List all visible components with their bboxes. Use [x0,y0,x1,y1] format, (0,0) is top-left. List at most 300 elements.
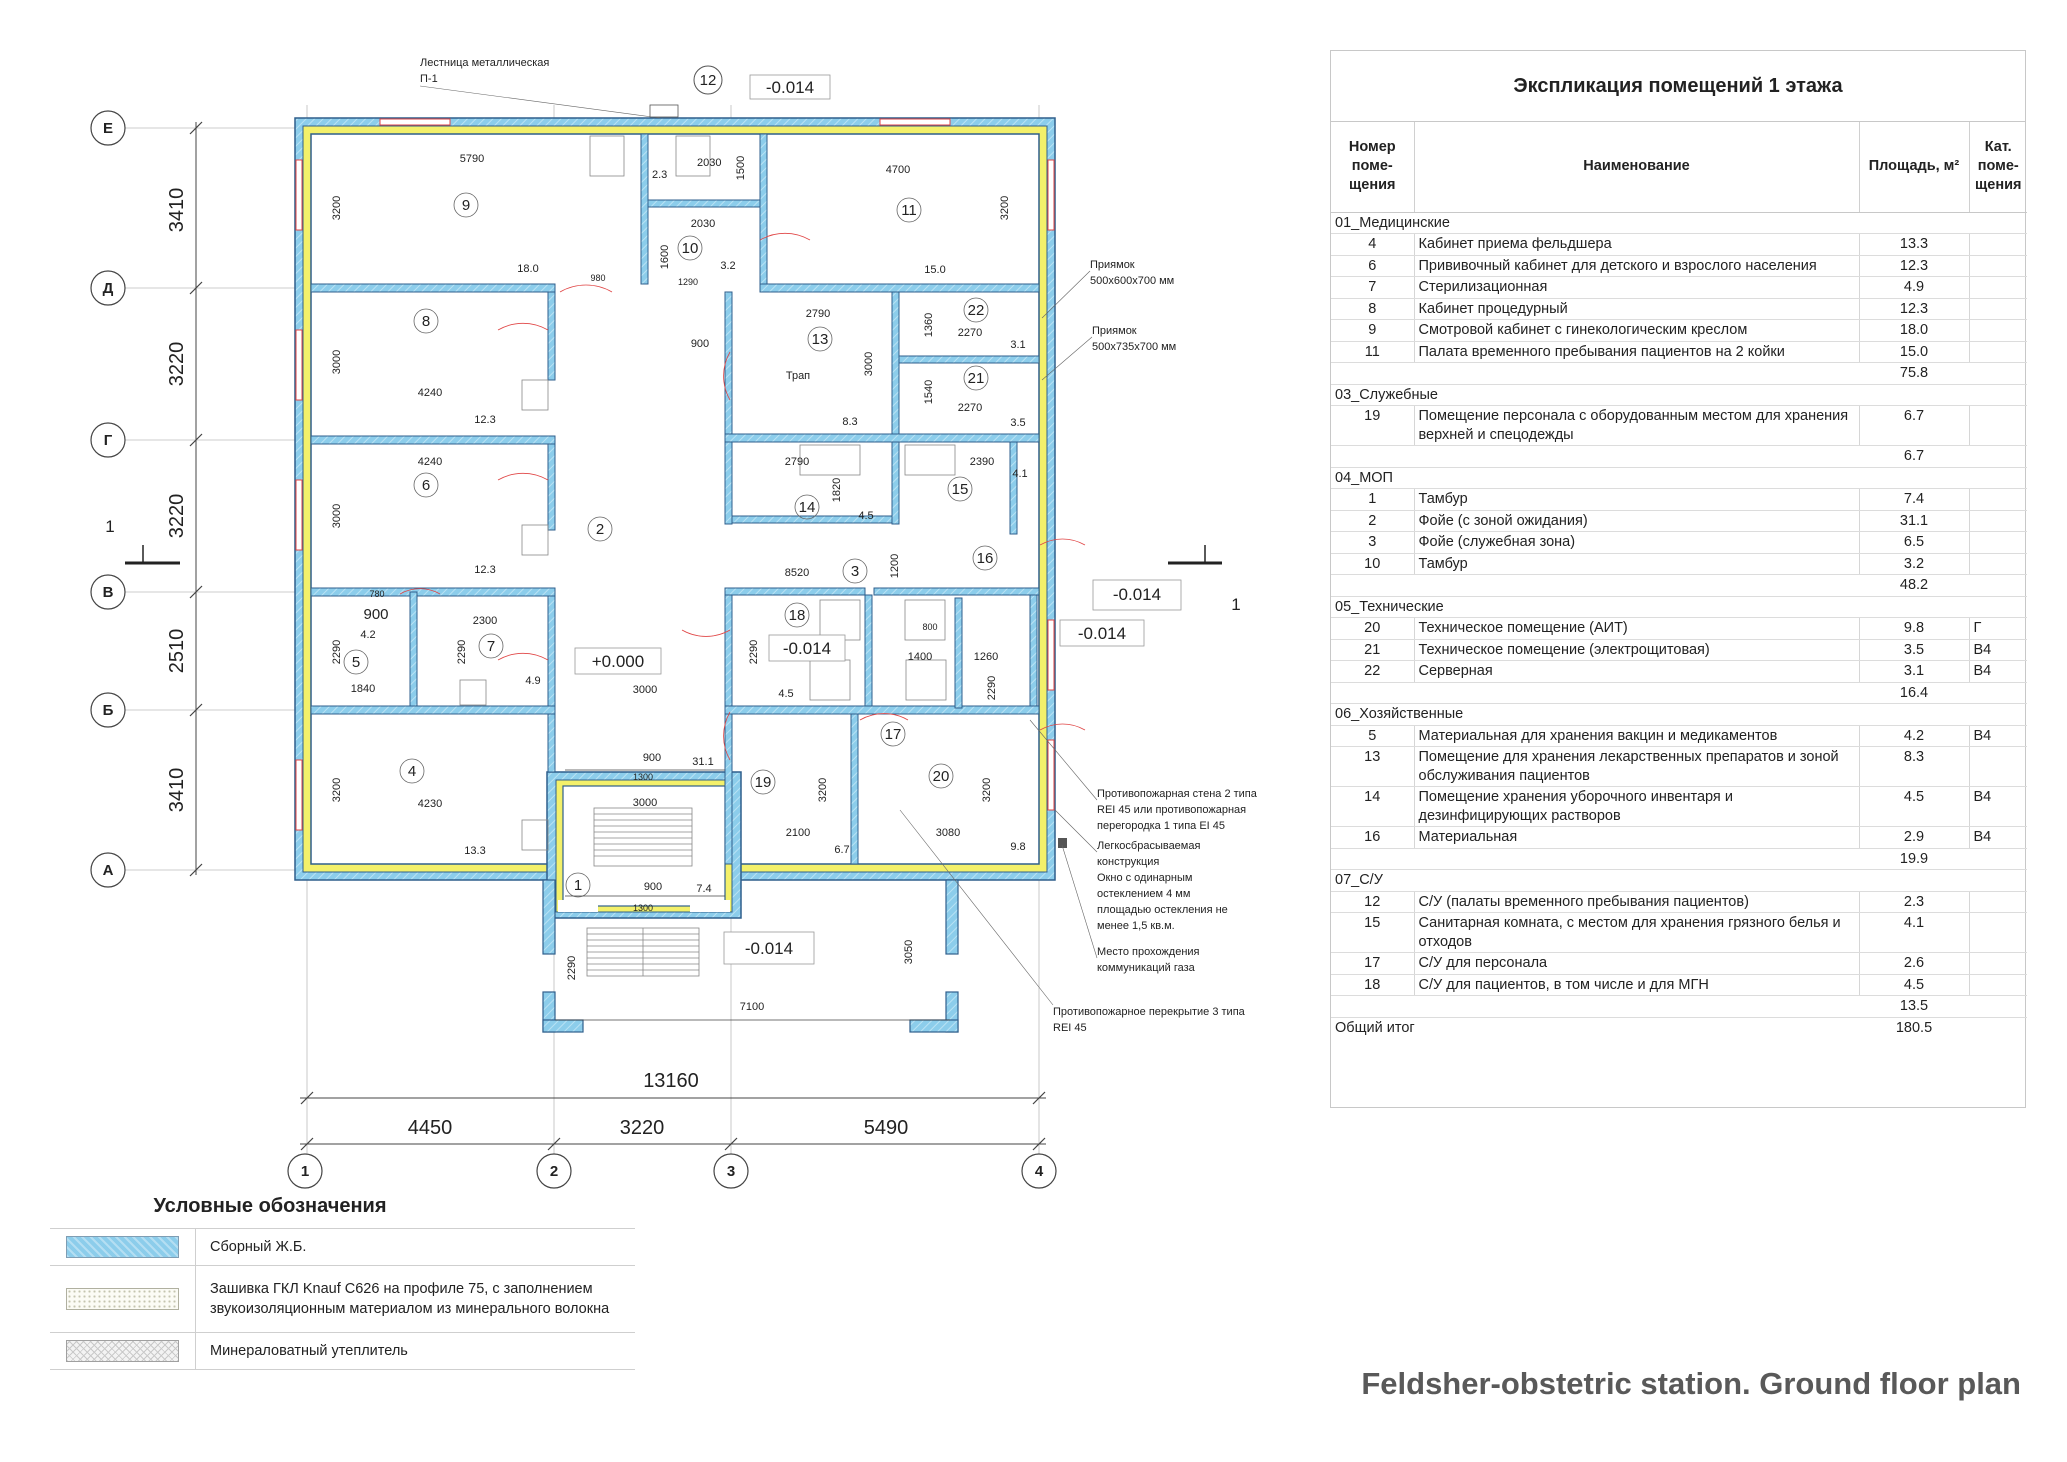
room-number-cell: 9 [1331,320,1414,342]
svg-text:П-1: П-1 [420,73,438,85]
svg-text:1500: 1500 [735,155,747,181]
room-area-cell: 7.4 [1859,489,1969,511]
room-area-cell: 3.2 [1859,553,1969,575]
svg-text:5: 5 [351,654,361,671]
table-row [1331,618,2027,640]
svg-text:4450: 4450 [407,1117,453,1139]
total-spacer [1969,1017,2027,1038]
svg-text:20: 20 [932,768,950,785]
svg-text:31.1: 31.1 [692,756,714,768]
svg-text:Г: Г [103,432,113,449]
svg-text:перегородка 1 типа EI 45: перегородка 1 типа EI 45 [1097,820,1226,832]
room-category-cell [1969,255,2027,277]
subtotal-spacer [1414,363,1859,385]
room-number-cell: 13 [1331,747,1414,787]
room-name-cell: С/У для пациентов, в том числе и для МГН [1414,974,1859,996]
table-row [1331,406,2027,446]
group-name: 07_С/У [1331,870,2027,892]
svg-text:800: 800 [922,622,938,632]
room-category-cell [1969,913,2027,953]
table-row [1331,827,2027,849]
svg-text:4.5: 4.5 [858,510,874,522]
svg-text:-0.014: -0.014 [1077,624,1127,643]
group-row [1331,596,2027,618]
svg-text:3200: 3200 [331,777,343,803]
svg-text:1: 1 [105,517,115,536]
subtotal-value: 13.5 [1859,996,1969,1018]
room-area-cell: 2.6 [1859,953,1969,975]
room-area-cell: 6.7 [1859,406,1969,446]
room-area-cell: 12.3 [1859,255,1969,277]
room-name-cell: Материальная [1414,827,1859,849]
room-number-cell: 7 [1331,277,1414,299]
room-name-cell: Помещение хранения уборочного инвентаря и дезинфицирующих растворов [1414,787,1859,827]
svg-text:19: 19 [754,774,772,791]
svg-text:4.1: 4.1 [1012,468,1028,480]
legend-item [50,1333,635,1370]
column-dimensions [300,1070,1046,1150]
room-category-cell: Г [1969,618,2027,640]
room-category-cell [1969,553,2027,575]
room-category-cell: В4 [1969,787,2027,827]
room-name-cell: Фойе (служебная зона) [1414,532,1859,554]
row-dimensions [166,122,202,876]
room-number-cell: 20 [1331,618,1414,640]
svg-text:2290: 2290 [748,639,760,665]
svg-text:Место прохождения: Место прохождения [1097,946,1200,958]
explication-table [1330,50,2026,1108]
room-number-cell: 1 [1331,489,1414,511]
room-area-cell: 8.3 [1859,747,1969,787]
svg-text:4700: 4700 [885,164,911,176]
svg-text:15.0: 15.0 [924,264,946,276]
subtotal-spacer [1969,446,2027,468]
svg-text:Д: Д [102,280,114,297]
svg-text:12.3: 12.3 [474,414,496,426]
svg-text:2300: 2300 [472,615,498,627]
room-category-cell [1969,406,2027,446]
svg-text:2390: 2390 [969,456,995,468]
header-area: Площадь, м² [1859,122,1969,212]
svg-text:4230: 4230 [417,798,443,810]
room-category-cell: В4 [1969,661,2027,683]
svg-text:В: В [102,584,114,601]
svg-text:-0.014: -0.014 [782,639,832,658]
svg-text:3200: 3200 [817,777,829,803]
svg-text:9.8: 9.8 [1010,841,1026,853]
svg-text:площадью остекления не: площадью остекления не [1097,904,1228,916]
table-row [1331,277,2027,299]
room-name-cell: С/У для персонала [1414,953,1859,975]
group-name: 04_МОП [1331,467,2027,489]
room-area-cell: 4.9 [1859,277,1969,299]
room-category-cell [1969,489,2027,511]
svg-text:6.7: 6.7 [834,844,850,856]
subtotal-spacer [1414,848,1859,870]
svg-text:2.3: 2.3 [652,169,668,181]
legend-item-label: Зашивка ГКЛ Knauf C626 на профиле 75, с заполнением звукоизоляционным материалом из минерального волокна [210,1281,610,1317]
axis-row-V [91,575,125,609]
subtotal-spacer [1414,446,1859,468]
axis-row-E [91,111,125,145]
svg-text:1: 1 [573,877,583,894]
room-area-cell: 3.1 [1859,661,1969,683]
room-category-cell [1969,277,2027,299]
svg-text:3200: 3200 [331,195,343,221]
room-name-cell: Тамбур [1414,553,1859,575]
room-number-cell: 18 [1331,974,1414,996]
svg-text:3220: 3220 [166,493,188,539]
svg-text:1: 1 [1231,595,1241,614]
table-row [1331,913,2027,953]
axis-col-2 [537,1154,571,1188]
room-number-cell: 15 [1331,913,1414,953]
room-name-cell: Кабинет приема фельдшера [1414,234,1859,256]
group-row [1331,384,2027,406]
room-number-cell: 21 [1331,639,1414,661]
svg-text:3200: 3200 [981,777,993,803]
svg-text:10: 10 [681,240,699,257]
room-number-cell: 16 [1331,827,1414,849]
legend-item [50,1229,635,1266]
svg-text:2290: 2290 [986,675,998,701]
legend [50,1195,635,1370]
room-name-cell: Техническое помещение (электрощитовая) [1414,639,1859,661]
room-name-cell: Прививочный кабинет для детского и взрослого населения [1414,255,1859,277]
table-row [1331,234,2027,256]
room-number-cell: 2 [1331,510,1414,532]
axis-row-D [91,271,125,305]
svg-text:Лестница металлическая: Лестница металлическая [420,57,550,69]
room-number-cell: 14 [1331,787,1414,827]
axis-col-3 [714,1154,748,1188]
svg-text:3000: 3000 [331,349,343,375]
svg-text:2030: 2030 [697,157,722,169]
room-area-cell: 4.2 [1859,725,1969,747]
room-category-cell: В4 [1969,725,2027,747]
room-area-cell: 2.3 [1859,891,1969,913]
svg-text:7.4: 7.4 [696,883,712,895]
table-row [1331,661,2027,683]
svg-text:3050: 3050 [903,939,915,965]
room-name-cell: С/У (палаты временного пребывания пациентов) [1414,891,1859,913]
subtotal-value: 16.4 [1859,682,1969,704]
subtotal-spacer [1969,848,2027,870]
svg-text:3.2: 3.2 [720,260,736,272]
svg-text:Трап: Трап [785,370,811,382]
room-area-cell: 4.1 [1859,913,1969,953]
subtotal-row [1331,682,2027,704]
svg-text:3.1: 3.1 [1010,339,1026,351]
svg-text:А: А [102,862,114,879]
room-area-cell: 3.5 [1859,639,1969,661]
row-axes [91,111,125,887]
svg-text:3220: 3220 [166,341,188,387]
subtotal-value: 19.9 [1859,848,1969,870]
svg-text:18.0: 18.0 [517,263,539,275]
svg-text:1840: 1840 [350,683,376,695]
room-name-cell: Тамбур [1414,489,1859,511]
svg-text:Б: Б [102,702,114,719]
svg-text:1600: 1600 [659,244,671,270]
header-num: Номер поме-щения [1331,122,1414,212]
axis-row-B [91,693,125,727]
svg-text:3220: 3220 [619,1117,665,1139]
svg-text:2: 2 [549,1163,559,1180]
room-category-cell [1969,298,2027,320]
total-label: Общий итог [1335,1019,1415,1036]
subtotal-value: 48.2 [1859,575,1969,597]
room-name-cell: Фойе (с зоной ожидания) [1414,510,1859,532]
room-name-cell: Кабинет процедурный [1414,298,1859,320]
subtotal-row [1331,575,2027,597]
svg-text:3000: 3000 [331,503,343,529]
svg-text:конструкция: конструкция [1097,856,1160,868]
table-row [1331,320,2027,342]
room-name-cell: Палата временного пребывания пациентов на 2 койки [1414,341,1859,363]
svg-text:3.5: 3.5 [1010,417,1026,429]
room-category-cell [1969,747,2027,787]
room-category-cell [1969,532,2027,554]
subtotal-spacer [1969,363,2027,385]
room-number-cell: 19 [1331,406,1414,446]
svg-text:900: 900 [363,606,389,623]
legend-title: Условные обозначения [153,1195,387,1217]
room-name-cell: Смотровой кабинет с гинекологическим креслом [1414,320,1859,342]
svg-text:Е: Е [102,120,114,137]
room-area-cell: 2.9 [1859,827,1969,849]
room-area-cell: 4.5 [1859,974,1969,996]
room-number-cell: 17 [1331,953,1414,975]
room-area-cell: 15.0 [1859,341,1969,363]
table-row [1331,725,2027,747]
svg-text:2790: 2790 [805,308,831,320]
room-category-cell: В4 [1969,827,2027,849]
room-area-cell: 13.3 [1859,234,1969,256]
subtotal-spacer [1331,575,1414,597]
svg-text:4.2: 4.2 [360,629,376,641]
subtotal-row [1331,996,2027,1018]
explication-body [1331,212,2027,1038]
room-area-cell: 31.1 [1859,510,1969,532]
svg-text:2030: 2030 [690,218,716,230]
room-name-cell: Стерилизационная [1414,277,1859,299]
svg-text:Окно с одинарным: Окно с одинарным [1097,872,1193,884]
subtotal-row [1331,848,2027,870]
svg-text:-0.014: -0.014 [744,939,794,958]
svg-text:12: 12 [699,72,717,89]
table-row [1331,891,2027,913]
room-area-cell: 4.5 [1859,787,1969,827]
room-number-cell: 8 [1331,298,1414,320]
subtotal-spacer [1969,682,2027,704]
room-number-cell: 22 [1331,661,1414,683]
svg-text:500х735х700 мм: 500х735х700 мм [1092,341,1177,353]
svg-text:13: 13 [811,331,829,348]
group-row [1331,212,2027,234]
axis-row-G [91,423,125,457]
svg-text:21: 21 [967,370,985,387]
table-row [1331,553,2027,575]
svg-text:6: 6 [421,477,431,494]
mineral-wool-swatch [66,1340,179,1362]
subtotal-spacer [1331,363,1414,385]
svg-text:5490: 5490 [863,1117,909,1139]
svg-text:11: 11 [901,202,917,219]
svg-text:9: 9 [461,197,471,214]
column-axes [288,1154,1056,1188]
room-name-cell: Материальная для хранения вакцин и медикаментов [1414,725,1859,747]
svg-text:15: 15 [951,481,969,498]
svg-text:7100: 7100 [739,1001,765,1013]
svg-text:8520: 8520 [784,567,810,579]
svg-text:1260: 1260 [973,651,999,663]
table-row [1331,532,2027,554]
svg-text:Приямок: Приямок [1092,325,1137,337]
svg-text:коммуникаций газа: коммуникаций газа [1097,962,1195,974]
room-category-cell [1969,234,2027,256]
room-name-cell: Санитарная комната, с местом для хранения грязного белья и отходов [1414,913,1859,953]
svg-text:2290: 2290 [566,955,578,981]
subtotal-spacer [1969,575,2027,597]
svg-text:3000: 3000 [632,797,658,809]
svg-text:Противопожарная стена 2 типа: Противопожарная стена 2 типа [1097,788,1257,800]
subtotal-spacer [1414,575,1859,597]
table-row [1331,953,2027,975]
svg-text:3000: 3000 [632,684,658,696]
table-row [1331,974,2027,996]
group-row [1331,870,2027,892]
svg-text:8: 8 [421,313,431,330]
svg-text:2270: 2270 [957,327,983,339]
svg-text:2290: 2290 [456,639,468,665]
room-category-cell [1969,974,2027,996]
svg-text:Приямок: Приямок [1090,259,1135,271]
room-category-cell [1969,341,2027,363]
reinforced-concrete-swatch [66,1236,179,1258]
axis-col-1 [288,1154,322,1188]
explication-title: Экспликация помещений 1 этажа [1331,51,2025,122]
subtotal-spacer [1414,996,1859,1018]
explication-grid [1331,122,2027,1038]
room-area-cell: 18.0 [1859,320,1969,342]
legend-item-label: Минераловатный утеплитель [210,1343,408,1359]
svg-text:8.3: 8.3 [842,416,858,428]
table-row [1331,787,2027,827]
svg-text:3080: 3080 [935,827,961,839]
subtotal-spacer [1331,848,1414,870]
subtotal-row [1331,363,2027,385]
room-name-cell: Помещение персонала с оборудованным местом для хранения верхней и спецодежды [1414,406,1859,446]
room-number-cell: 5 [1331,725,1414,747]
room-area-cell: 9.8 [1859,618,1969,640]
room-number-cell: 11 [1331,341,1414,363]
header-cat: Кат. поме-щения [1969,122,2027,212]
svg-text:REI 45: REI 45 [1053,1022,1087,1034]
room-category-cell [1969,891,2027,913]
group-name: 03_Служебные [1331,384,2027,406]
svg-text:2100: 2100 [785,827,811,839]
room-number-cell: 10 [1331,553,1414,575]
svg-text:3: 3 [850,563,860,580]
table-row [1331,747,2027,787]
table-row [1331,341,2027,363]
svg-text:2510: 2510 [166,628,188,674]
svg-text:22: 22 [967,302,985,319]
svg-text:3200: 3200 [999,195,1011,221]
axis-col-4 [1022,1154,1056,1188]
room-category-cell [1969,320,2027,342]
gypsum-board-swatch [66,1288,179,1310]
total-row [1331,1017,2027,1038]
svg-text:1200: 1200 [889,553,901,579]
subtotal-row [1331,446,2027,468]
legend-item-label: Сборный Ж.Б. [210,1239,307,1255]
subtotal-value: 75.8 [1859,363,1969,385]
room-area-cell: 6.5 [1859,532,1969,554]
svg-text:900: 900 [642,752,662,764]
header-name: Наименование [1414,122,1859,212]
subtotal-spacer [1331,996,1414,1018]
svg-text:2790: 2790 [784,456,810,468]
svg-text:1540: 1540 [923,379,935,405]
table-row [1331,639,2027,661]
table-row [1331,255,2027,277]
svg-text:3000: 3000 [863,351,875,377]
total-value: 180.5 [1895,1019,1933,1036]
svg-text:1300: 1300 [632,772,654,782]
group-name: 01_Медицинские [1331,212,2027,234]
group-row [1331,467,2027,489]
svg-text:7: 7 [486,638,496,655]
room-name-cell: Техническое помещение (АИТ) [1414,618,1859,640]
svg-text:1300: 1300 [632,903,654,913]
svg-text:4240: 4240 [417,387,443,399]
svg-text:900: 900 [643,881,663,893]
room-name-cell: Помещение для хранения лекарственных препаратов и зоной обслуживания пациентов [1414,747,1859,787]
room-category-cell [1969,510,2027,532]
table-row [1331,298,2027,320]
subtotal-spacer [1414,682,1859,704]
legend-item [50,1266,635,1333]
svg-text:4.9: 4.9 [525,675,541,687]
svg-text:18: 18 [788,607,806,624]
room-area-cell: 12.3 [1859,298,1969,320]
room-category-cell: В4 [1969,639,2027,661]
drawing-caption: Feldsher-obstetric station. Ground floor plan [1361,1366,2021,1401]
svg-text:остеклением 4 мм: остеклением 4 мм [1097,888,1191,900]
svg-text:1: 1 [300,1163,310,1180]
group-row [1331,704,2027,726]
svg-text:2270: 2270 [957,402,983,414]
room-number-cell: 3 [1331,532,1414,554]
svg-text:-0.014: -0.014 [1112,585,1162,604]
svg-text:4240: 4240 [417,456,443,468]
svg-text:3: 3 [726,1163,736,1180]
table-row [1331,510,2027,532]
svg-text:3410: 3410 [166,767,188,813]
svg-text:Легкосбрасываемая: Легкосбрасываемая [1097,840,1201,852]
svg-text:4.5: 4.5 [778,688,794,700]
svg-text:-0.014: -0.014 [765,78,815,97]
group-name: 05_Технические [1331,596,2027,618]
svg-text:1290: 1290 [677,277,699,287]
room-number-cell: 12 [1331,891,1414,913]
subtotal-spacer [1331,682,1414,704]
subtotal-value: 6.7 [1859,446,1969,468]
room-category-cell [1969,953,2027,975]
svg-text:Противопожарное перекрытие 3: Противопожарное перекрытие 3 типа [1053,1006,1245,1018]
